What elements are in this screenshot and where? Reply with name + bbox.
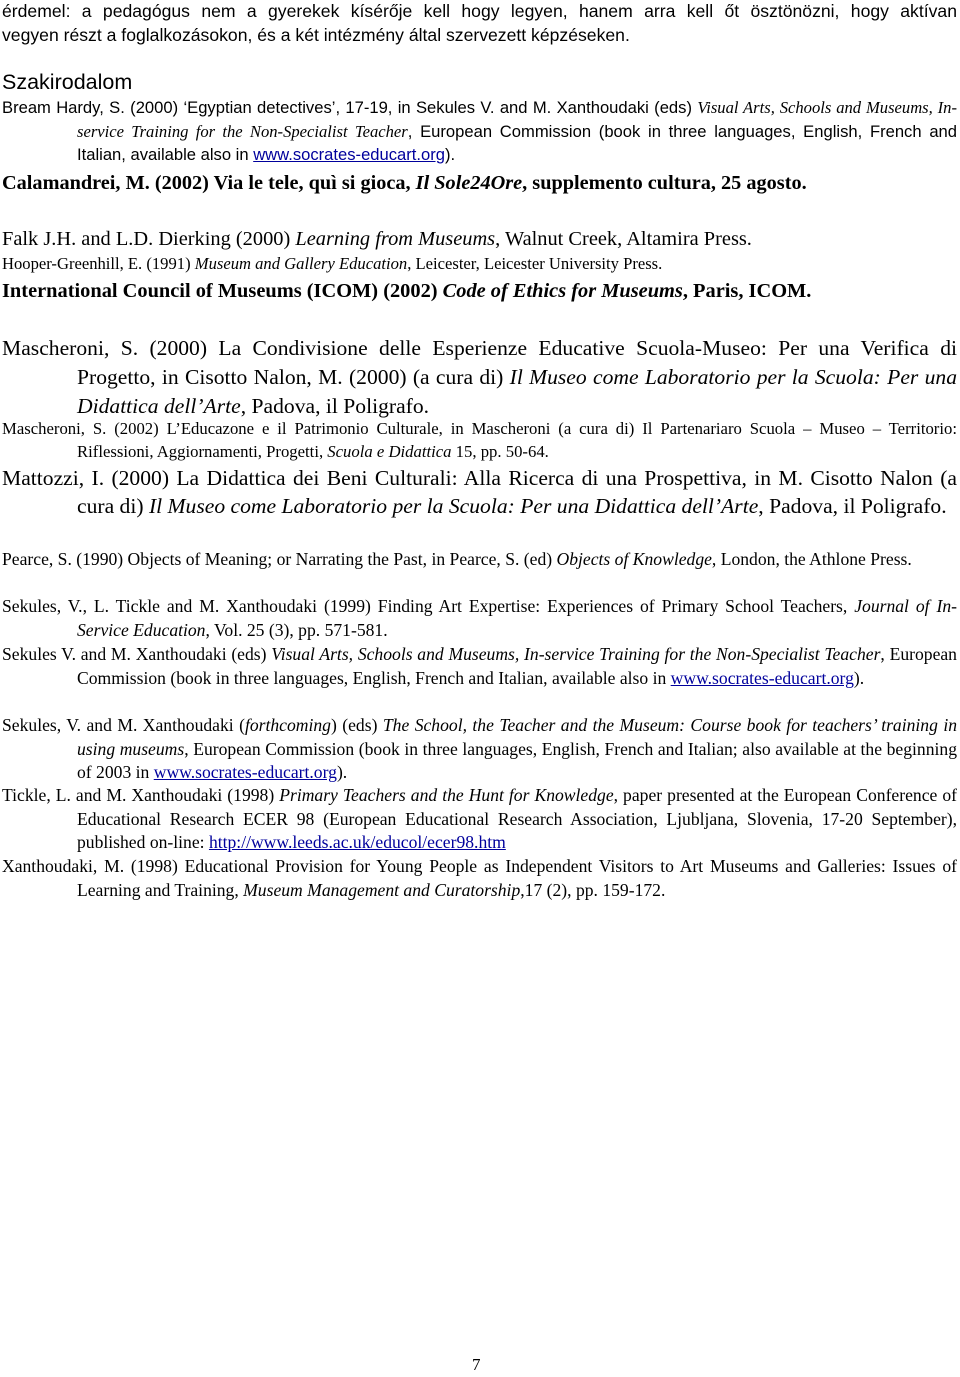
intro-line-2: vegyen részt a foglalkozásokon, és a két intézmény által szervezett képzéseken. <box>2 24 630 45</box>
reference-sekules-tickle: Sekules, V., L. Tickle and M. Xanthoudaki (1999) Finding Art Expertise: Experiences of Primary School Teachers, Journal of In-Service Education, Vol. 25 (3), pp. 571-581. <box>2 596 957 640</box>
reference-xanthoudaki-1998: Xanthoudaki, M. (1998) Educational Provision for Young People as Independent Visitors to Art Museums and Galleries: Issues of Learning and Training, Museum Management and Curatorship,17 (2), pp. 159-172. <box>2 856 957 900</box>
reference-icom: International Council of Museums (ICOM) (2002) Code of Ethics for Museums, Paris, ICOM. <box>2 280 812 302</box>
reference-sekules-forthcoming: Sekules, V. and M. Xanthoudaki (forthcoming) (eds) The School, the Teacher and the Museum: Course book for teachers’ training in using museums, European Commission (book in three languages, English, French and Italian; also available at the beginning of 2003 in www.socrates-educart.org). <box>2 715 958 782</box>
intro-line-1: érdemel: a pedagógus nem a gyerekek kísérője kell hogy legyen, hanem arra kell őt ösztönözni, hogy aktívan <box>2 1 957 21</box>
reference-hooper-greenhill: Hooper-Greenhill, E. (1991) Museum and Gallery Education, Leicester, Leicester University Press. <box>2 254 663 273</box>
reference-pearce: Pearce, S. (1990) Objects of Meaning; or Narrating the Past, in Pearce, S. (ed) Objects of Knowledge, London, the Athlone Press. <box>2 549 912 569</box>
reference-mattozzi: Mattozzi, I. (2000) La Didattica dei Beni Culturali: Alla Ricerca di una Prospettiva, in M. Cisotto Nalon (a cura di) Il Museo come Laboratorio per la Scuola: Per una Didattica dell’Arte, Padova, il Poligrafo. <box>2 466 957 518</box>
intro-paragraph <box>2 0 957 47</box>
page-number: 7 <box>472 1355 481 1374</box>
reference-sekules-xanthoudaki-eds: Sekules V. and M. Xanthoudaki (eds) Visual Arts, Schools and Museums, In-service Training for the Non-Specialist Teacher, European Commission (book in three languages, English, French and Italian, available also in www.socrates-educart.org). <box>2 644 957 688</box>
socrates-educart-link[interactable]: www.socrates-educart.org <box>670 667 854 688</box>
reference-mascheroni-2002: Mascheroni, S. (2002) L’Educazone e il Patrimonio Culturale, in Mascheroni (a cura di) Il Partenariaro Scuola – Museo – Territorio: Riflessioni, Aggiornamenti, Progetti, Scuola e Didattica 15, pp. 50-64. <box>2 419 957 461</box>
reference-bream-hardy: Bream Hardy, S. (2000) ‘Egyptian detectives’, 17-19, in Sekules V. and M. Xanthoudaki (eds) Visual Arts, Schools and Museums, In-service Training for the Non-Specialist Teacher, European Commission (book in three languages, English, French and Italian, available also in www.socrates-educart.org). <box>2 98 958 165</box>
reference-calamandrei: Calamandrei, M. (2002) Via le tele, quì si gioca, Il Sole24Ore, supplemento cultura, 25 agosto. <box>2 172 807 194</box>
reference-mascheroni-2000: Mascheroni, S. (2000) La Condivisione delle Esperienze Educative Scuola-Museo: Per una Verifica di Progetto, in Cisotto Nalon, M. (2000) (a cura di) Il Museo come Laboratorio per la Scuola: Per una Didattica dell’Arte, Padova, il Poligrafo. <box>2 336 957 418</box>
bibliography-heading: Szakirodalom <box>2 70 133 94</box>
reference-tickle-xanthoudaki: Tickle, L. and M. Xanthoudaki (1998) Primary Teachers and the Hunt for Knowledge, paper presented at the European Conference of Educational Research ECER 98 (European Educational Research Association, Ljubljana, Slovenia, 17-20 September), published on-line: http://www.leeds.ac.uk/educol/ecer98.htm <box>2 785 957 852</box>
reference-falk-dierking: Falk J.H. and L.D. Dierking (2000) Learning from Museums, Walnut Creek, Altamira Press. <box>2 228 752 250</box>
leeds-ecer98-link[interactable]: http://www.leeds.ac.uk/educol/ecer98.htm <box>208 832 506 852</box>
socrates-educart-link[interactable]: www.socrates-educart.org <box>153 762 337 782</box>
socrates-educart-link[interactable]: www.socrates-educart.org <box>253 145 446 165</box>
